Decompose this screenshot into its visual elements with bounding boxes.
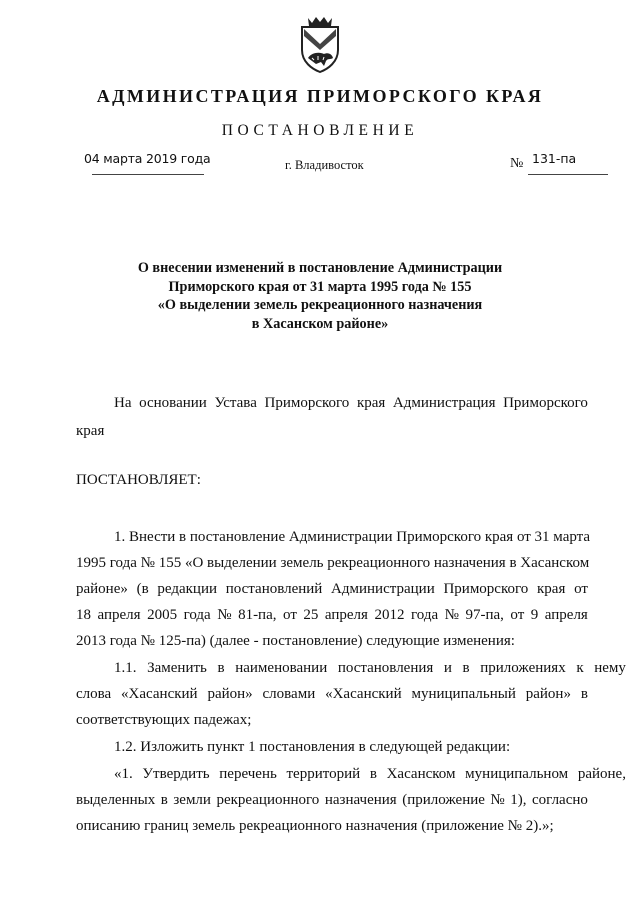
word: земли bbox=[173, 792, 211, 808]
word: в bbox=[462, 660, 470, 676]
word: наименовании bbox=[235, 660, 328, 676]
word: к bbox=[576, 660, 584, 676]
word: 25 bbox=[303, 607, 319, 623]
word: согласно bbox=[532, 792, 588, 808]
word: апреля bbox=[324, 607, 368, 623]
word: края bbox=[356, 395, 386, 411]
word: года bbox=[183, 607, 211, 623]
document-number: 131-па bbox=[532, 151, 577, 166]
word: 2012 bbox=[374, 607, 405, 623]
word: На bbox=[114, 395, 132, 411]
word: в bbox=[160, 792, 168, 808]
p11-line-1 bbox=[76, 657, 626, 679]
document-subject bbox=[100, 259, 540, 333]
word: от bbox=[574, 581, 588, 597]
word: постановлений bbox=[225, 581, 323, 597]
word: постановления bbox=[337, 660, 434, 676]
word: Утвердить bbox=[142, 766, 210, 782]
word: 1), bbox=[510, 792, 527, 808]
word: № bbox=[217, 607, 232, 623]
word: 9 bbox=[530, 607, 539, 623]
word: редакции bbox=[157, 581, 218, 597]
word: выделенных bbox=[76, 792, 156, 808]
p1-line-4 bbox=[76, 604, 588, 626]
word: муниципальный bbox=[411, 686, 516, 702]
word: апреля bbox=[97, 607, 141, 623]
p11-line-3: соответствующих падежах; bbox=[76, 712, 252, 728]
word: Хасанском bbox=[386, 766, 456, 782]
word: муниципальном bbox=[465, 766, 569, 782]
word: 18 bbox=[76, 607, 91, 623]
word: назначения bbox=[324, 792, 397, 808]
word: нему bbox=[594, 660, 626, 676]
word: Приморского bbox=[264, 395, 350, 411]
word: в bbox=[369, 766, 377, 782]
word: район» bbox=[525, 686, 571, 702]
word: № bbox=[444, 607, 459, 623]
p13-line-2 bbox=[76, 789, 588, 811]
p1-line-1: 1. Внести в постановление Администрации Приморского края от 31 марта bbox=[114, 529, 591, 545]
word: слова bbox=[76, 686, 112, 702]
word: «Хасанский bbox=[121, 686, 198, 702]
word: 97-па, bbox=[465, 607, 504, 623]
word: (в bbox=[136, 581, 149, 597]
number-label: № bbox=[510, 156, 524, 171]
organization-title: АДМИНИСТРАЦИЯ ПРИМОРСКОГО КРАЯ bbox=[96, 86, 544, 106]
word: апреля bbox=[544, 607, 588, 623]
word: приложениях bbox=[480, 660, 566, 676]
basis-paragraph bbox=[76, 389, 588, 445]
subject-line: «О выделении земель рекреационного назначения bbox=[157, 297, 483, 313]
word: словами bbox=[262, 686, 316, 702]
p1-line-5: 2013 года № 125-па) (далее - постановление) следующие изменения: bbox=[76, 633, 515, 649]
word: перечень bbox=[219, 766, 277, 782]
p1-line-2: 1995 года № 155 «О выделении земель рекреационного назначения в Хасанском bbox=[76, 555, 590, 571]
subject-line: в Хасанском районе» bbox=[251, 315, 389, 332]
word: 2005 bbox=[147, 607, 178, 623]
word: рекреационного bbox=[216, 792, 320, 808]
word: районе» bbox=[76, 581, 128, 597]
word: Заменить bbox=[147, 660, 207, 676]
word: от bbox=[510, 607, 525, 623]
word: 1.1. bbox=[114, 660, 137, 676]
number-underline bbox=[528, 174, 608, 175]
word: Устава bbox=[214, 395, 257, 411]
basis-line-2: края bbox=[76, 423, 105, 439]
document-type-title: ПОСТАНОВЛЕНИЕ bbox=[221, 122, 419, 139]
word: года bbox=[410, 607, 439, 623]
decree-word: ПОСТАНОВЛЯЕТ: bbox=[76, 472, 201, 488]
basis-line-1 bbox=[76, 389, 588, 417]
word: «Хасанский bbox=[325, 686, 402, 702]
word: районе, bbox=[577, 766, 626, 782]
word: края bbox=[537, 581, 566, 597]
word: «1. bbox=[114, 766, 133, 782]
p1-line-3 bbox=[76, 578, 588, 600]
p13-line-3: описанию границ земель рекреационного назначения (приложение № 2).»; bbox=[76, 818, 554, 834]
p12-line-1: 1.2. Изложить пункт 1 постановления в следующей редакции: bbox=[114, 739, 511, 755]
word: Приморского bbox=[503, 395, 588, 411]
p11-line-2 bbox=[76, 683, 588, 705]
subject-line: О внесении изменений в постановление Администрации bbox=[137, 260, 503, 276]
word: 81-па, bbox=[238, 607, 277, 623]
word: основании bbox=[139, 395, 207, 411]
document-date: 04 марта 2019 года bbox=[84, 151, 211, 166]
word: район» bbox=[207, 686, 253, 702]
word: № bbox=[490, 792, 505, 808]
document-city: г. Владивосток bbox=[285, 158, 364, 172]
subject-line: Приморского края от 31 марта 1995 года № 155 bbox=[168, 278, 472, 295]
date-underline bbox=[92, 174, 204, 175]
word: территорий bbox=[286, 766, 361, 782]
word: Приморского bbox=[443, 581, 529, 597]
word: от bbox=[283, 607, 297, 623]
p13-line-1 bbox=[76, 763, 626, 785]
word: Администрация bbox=[392, 395, 496, 411]
word: Администрации bbox=[331, 581, 435, 597]
word: в bbox=[580, 686, 588, 702]
word: в bbox=[217, 660, 225, 676]
coat-of-arms-icon bbox=[294, 14, 346, 74]
word: и bbox=[443, 660, 452, 676]
word: (приложение bbox=[402, 792, 485, 808]
